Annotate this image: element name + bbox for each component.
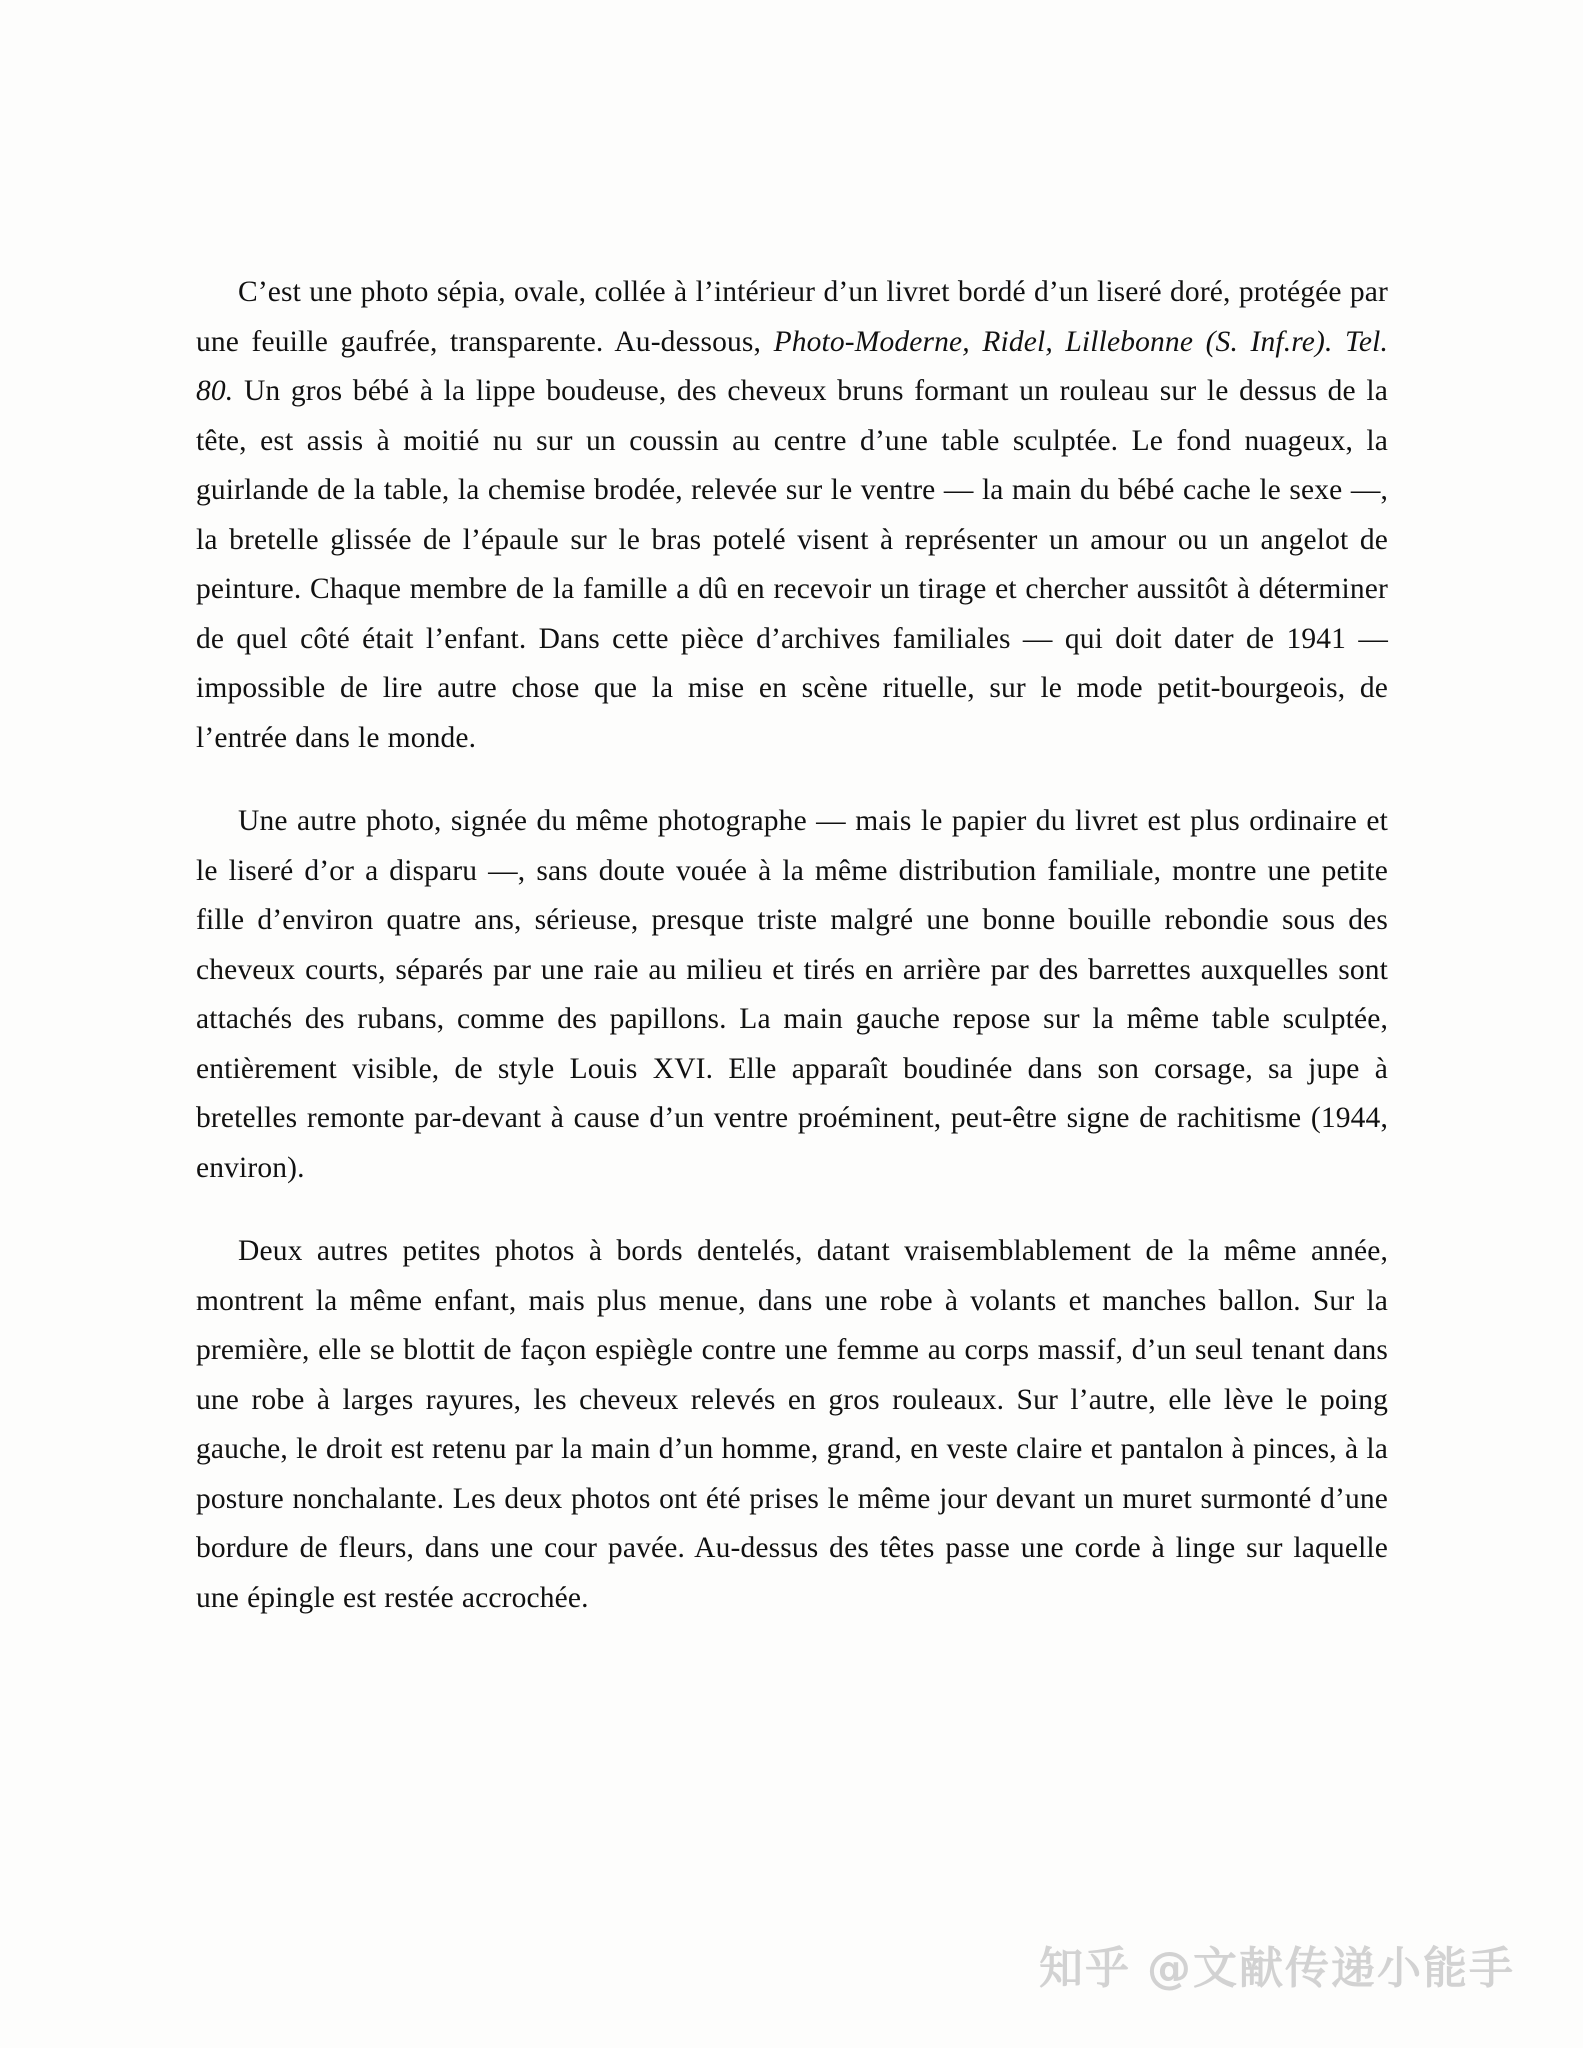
paragraph-3-run-1: Deux autres petites photos à bords dentelés, datant vraisemblablement de la même année, montrent la même enfant, mais plus menue, dans une robe à volants et manches ballon. Sur la première, elle se blottit de façon espiègle contre une femme au corps massif, d’un seul tenant dans une robe à larges rayures, les cheveux relevés en gros rouleaux. Sur l’autre, elle lève le poing gauche, le droit est retenu par la main d’un homme, grand, en veste claire et pantalon à pinces, à la posture nonchalante. Les deux photos ont été prises le même jour devant un muret surmonté d’une bordure de fleurs, dans une cour pavée. Au-dessus des têtes passe une corde à linge sur laquelle une épingle est restée accrochée.	[196, 1235, 1388, 1614]
paragraph-2-run-1: Une autre photo, signée du même photographe — mais le papier du livret est plus ordinaire et le liseré d’or a disparu —, sans doute vouée à la même distribution familiale, montre une petite fille d’environ quatre ans, sérieuse, presque triste malgré une bonne bouille rebondie sous des cheveux courts, séparés par une raie au milieu et tirés en arrière par des barrettes auxquelles sont attachés des rubans, comme des papillons. La main gauche repose sur la même table sculptée, entièrement visible, de style Louis XVI. Elle apparaît boudinée dans son corsage, sa jupe à bretelles remonte par-devant à cause d’un ventre proéminent, peut-être signe de rachitisme (1944, environ).	[196, 805, 1388, 1184]
paragraph-2	[196, 797, 1388, 1193]
paragraph-1	[196, 268, 1388, 763]
paragraph-3	[196, 1227, 1388, 1623]
body-text-column	[196, 268, 1388, 1623]
watermark-handle-label: @文献传递小能手	[1147, 1943, 1515, 1994]
zhihu-watermark	[1039, 1932, 1515, 1996]
watermark-brand-label: 知乎	[1039, 1943, 1131, 1994]
paragraph-1-run-3: Un gros bébé à la lippe boudeuse, des cheveux bruns formant un rouleau sur le dessus de la tête, est assis à moitié nu sur un coussin au centre d’une table sculptée. Le fond nuageux, la guirlande de la table, la chemise brodée, relevée sur le ventre — la main du bébé cache le sexe —, la bretelle glissée de l’épaule sur le bras potelé visent à représenter un amour ou un angelot de peinture. Chaque membre de la famille a dû en recevoir un tirage et chercher aussitôt à déterminer de quel côté était l’enfant. Dans cette pièce d’archives familiales — qui doit dater de 1941 — impossible de lire autre chose que la mise en scène rituelle, sur le mode petit-bourgeois, de l’entrée dans le monde.	[196, 375, 1388, 754]
paragraph-1-run-2-italic-photographer-credit: Photo-Moderne, Ridel, Lillebonne (S. Inf.re). Tel. 80.	[196, 325, 1388, 407]
paragraph-1-run-1: C’est une photo sépia, ovale, collée à l’intérieur d’un livret bordé d’un liseré doré, protégée par une feuille gaufrée, transparente. Au-dessous,	[196, 276, 1388, 358]
